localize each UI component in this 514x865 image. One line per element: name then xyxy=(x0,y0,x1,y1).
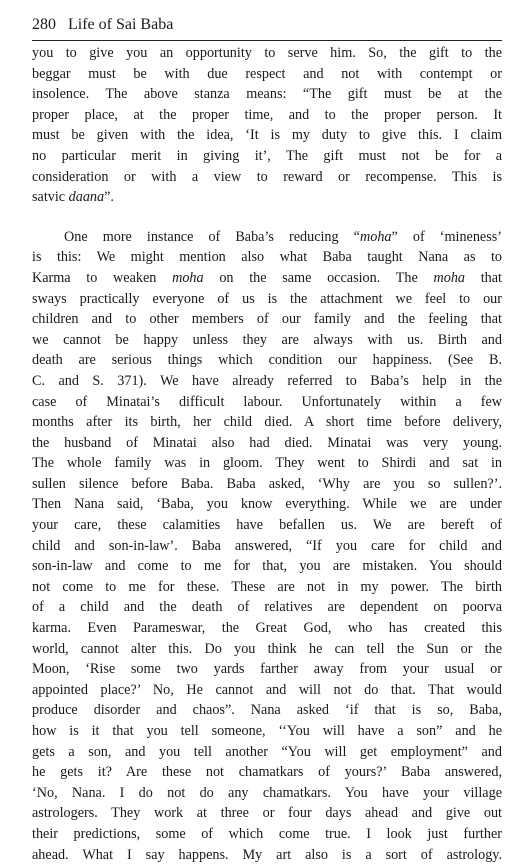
text-line: is this: We might mention also what Baba taught Nana as to xyxy=(32,249,502,266)
paragraph-gap xyxy=(32,208,502,227)
text-line: case of Minatai’s difficult labour. Unfortunately within a few xyxy=(32,393,502,410)
text-line: consideration or with a view to reward or recompense. This is xyxy=(32,168,502,185)
text-line: death are serious things which condition our happiness. (See B. xyxy=(32,352,502,369)
text-line: produce disorder and chaos”. Nana asked ‘if that is so, Baba, xyxy=(32,702,502,719)
text-line: the husband of Minatai also had died. Minatai was very young. xyxy=(32,434,502,451)
italic-term: daana xyxy=(68,189,105,206)
header-rule xyxy=(32,40,502,41)
text-line: The whole family was in gloom. They went to Shirdi and sat in xyxy=(32,455,502,472)
text-line: Moon, ‘Rise some two yards farther away from your usual or xyxy=(32,661,502,678)
text-line: your care, these calamities have befallen us. We are bereft of xyxy=(32,517,502,534)
text-line: must be given with the idea, ‘It is my duty to give this. I claim xyxy=(32,127,502,144)
text-line: sullen silence before Baba. Baba asked, ‘Why are you so sullen?’. xyxy=(32,475,502,492)
text-line: you to give you an opportunity to serve him. So, the gift to the xyxy=(32,45,502,61)
page-number: 280 xyxy=(32,16,56,33)
text-line: months after its birth, her child died. A short time before delivery, xyxy=(32,414,502,431)
text-line: not come to me for these. These are not in my power. The birth xyxy=(32,578,502,595)
text-line: world, cannot alter this. Do you think he can tell the Sun or the xyxy=(32,640,502,657)
text-line: karma. Even Parameswar, the Great God, who has created this xyxy=(32,620,502,637)
text-line: beggar must be with due respect and not with contempt or xyxy=(32,65,502,82)
text-line: how is it that you tell someone, ‘‘You will have a son” and he xyxy=(32,723,502,739)
text-line: no particular merit in giving it’, The gift must not be for a xyxy=(32,147,502,164)
text-line: insolence. The above stanza means: “The gift must be at the xyxy=(32,86,502,103)
text-line: son-in-law and come to me for that, you are mistaken. You should xyxy=(32,558,502,575)
text-line: astrologers. They work at three or four days ahead and give out xyxy=(32,805,502,822)
text-line: appointed place?’ No, He cannot and will not do that. That would xyxy=(32,681,502,698)
text-line: Then Nana said, ‘Baba, you know everything. While we are under xyxy=(32,496,502,513)
text-line: child and son-in-law’. Baba answered, “If you care for child and xyxy=(32,537,502,554)
paragraph-2 xyxy=(32,227,502,865)
text-line: ‘No, Nana. I do not do any chamatkars. You have your village xyxy=(32,784,502,801)
running-head xyxy=(32,15,502,35)
text-line: One more instance of Baba’s reducing “moha” of ‘mineness’ xyxy=(64,228,502,245)
text-line: of a child and the death of relatives are dependent on poorva xyxy=(32,599,502,616)
text-line: their predictions, some of which come true. I look just further xyxy=(32,825,502,842)
text-line: he gets it? Are these not chamatkars of yours?’ Baba answered, xyxy=(32,764,502,781)
text-line: children and to other members of our family and the feeling that xyxy=(32,311,502,328)
text-line: C. and S. 371). We have already referred to Baba’s help in the xyxy=(32,372,502,389)
book-title: Life of Sai Baba xyxy=(68,16,174,33)
text-line: sways practically everyone of us is the attachment we feel to our xyxy=(32,290,502,307)
text-line: we cannot be happy unless they are always with us. Birth and xyxy=(32,331,502,348)
italic-term: moha xyxy=(172,269,204,286)
text-line: gets a son, and you tell another “You will get employment” and xyxy=(32,743,502,760)
text-line: satvic daana”. xyxy=(32,189,114,206)
text-line: Karma to weaken moha on the same occasion. The moha that xyxy=(32,269,502,286)
text-line: proper place, at the proper time, and to the proper person. It xyxy=(32,106,502,123)
paragraph-1 xyxy=(32,43,502,208)
italic-term: moha xyxy=(433,269,466,286)
italic-term: moha xyxy=(359,228,392,245)
body-text xyxy=(32,43,502,865)
text-line: ahead. What I say happens. My art also is a sort of astrology. xyxy=(32,846,502,863)
